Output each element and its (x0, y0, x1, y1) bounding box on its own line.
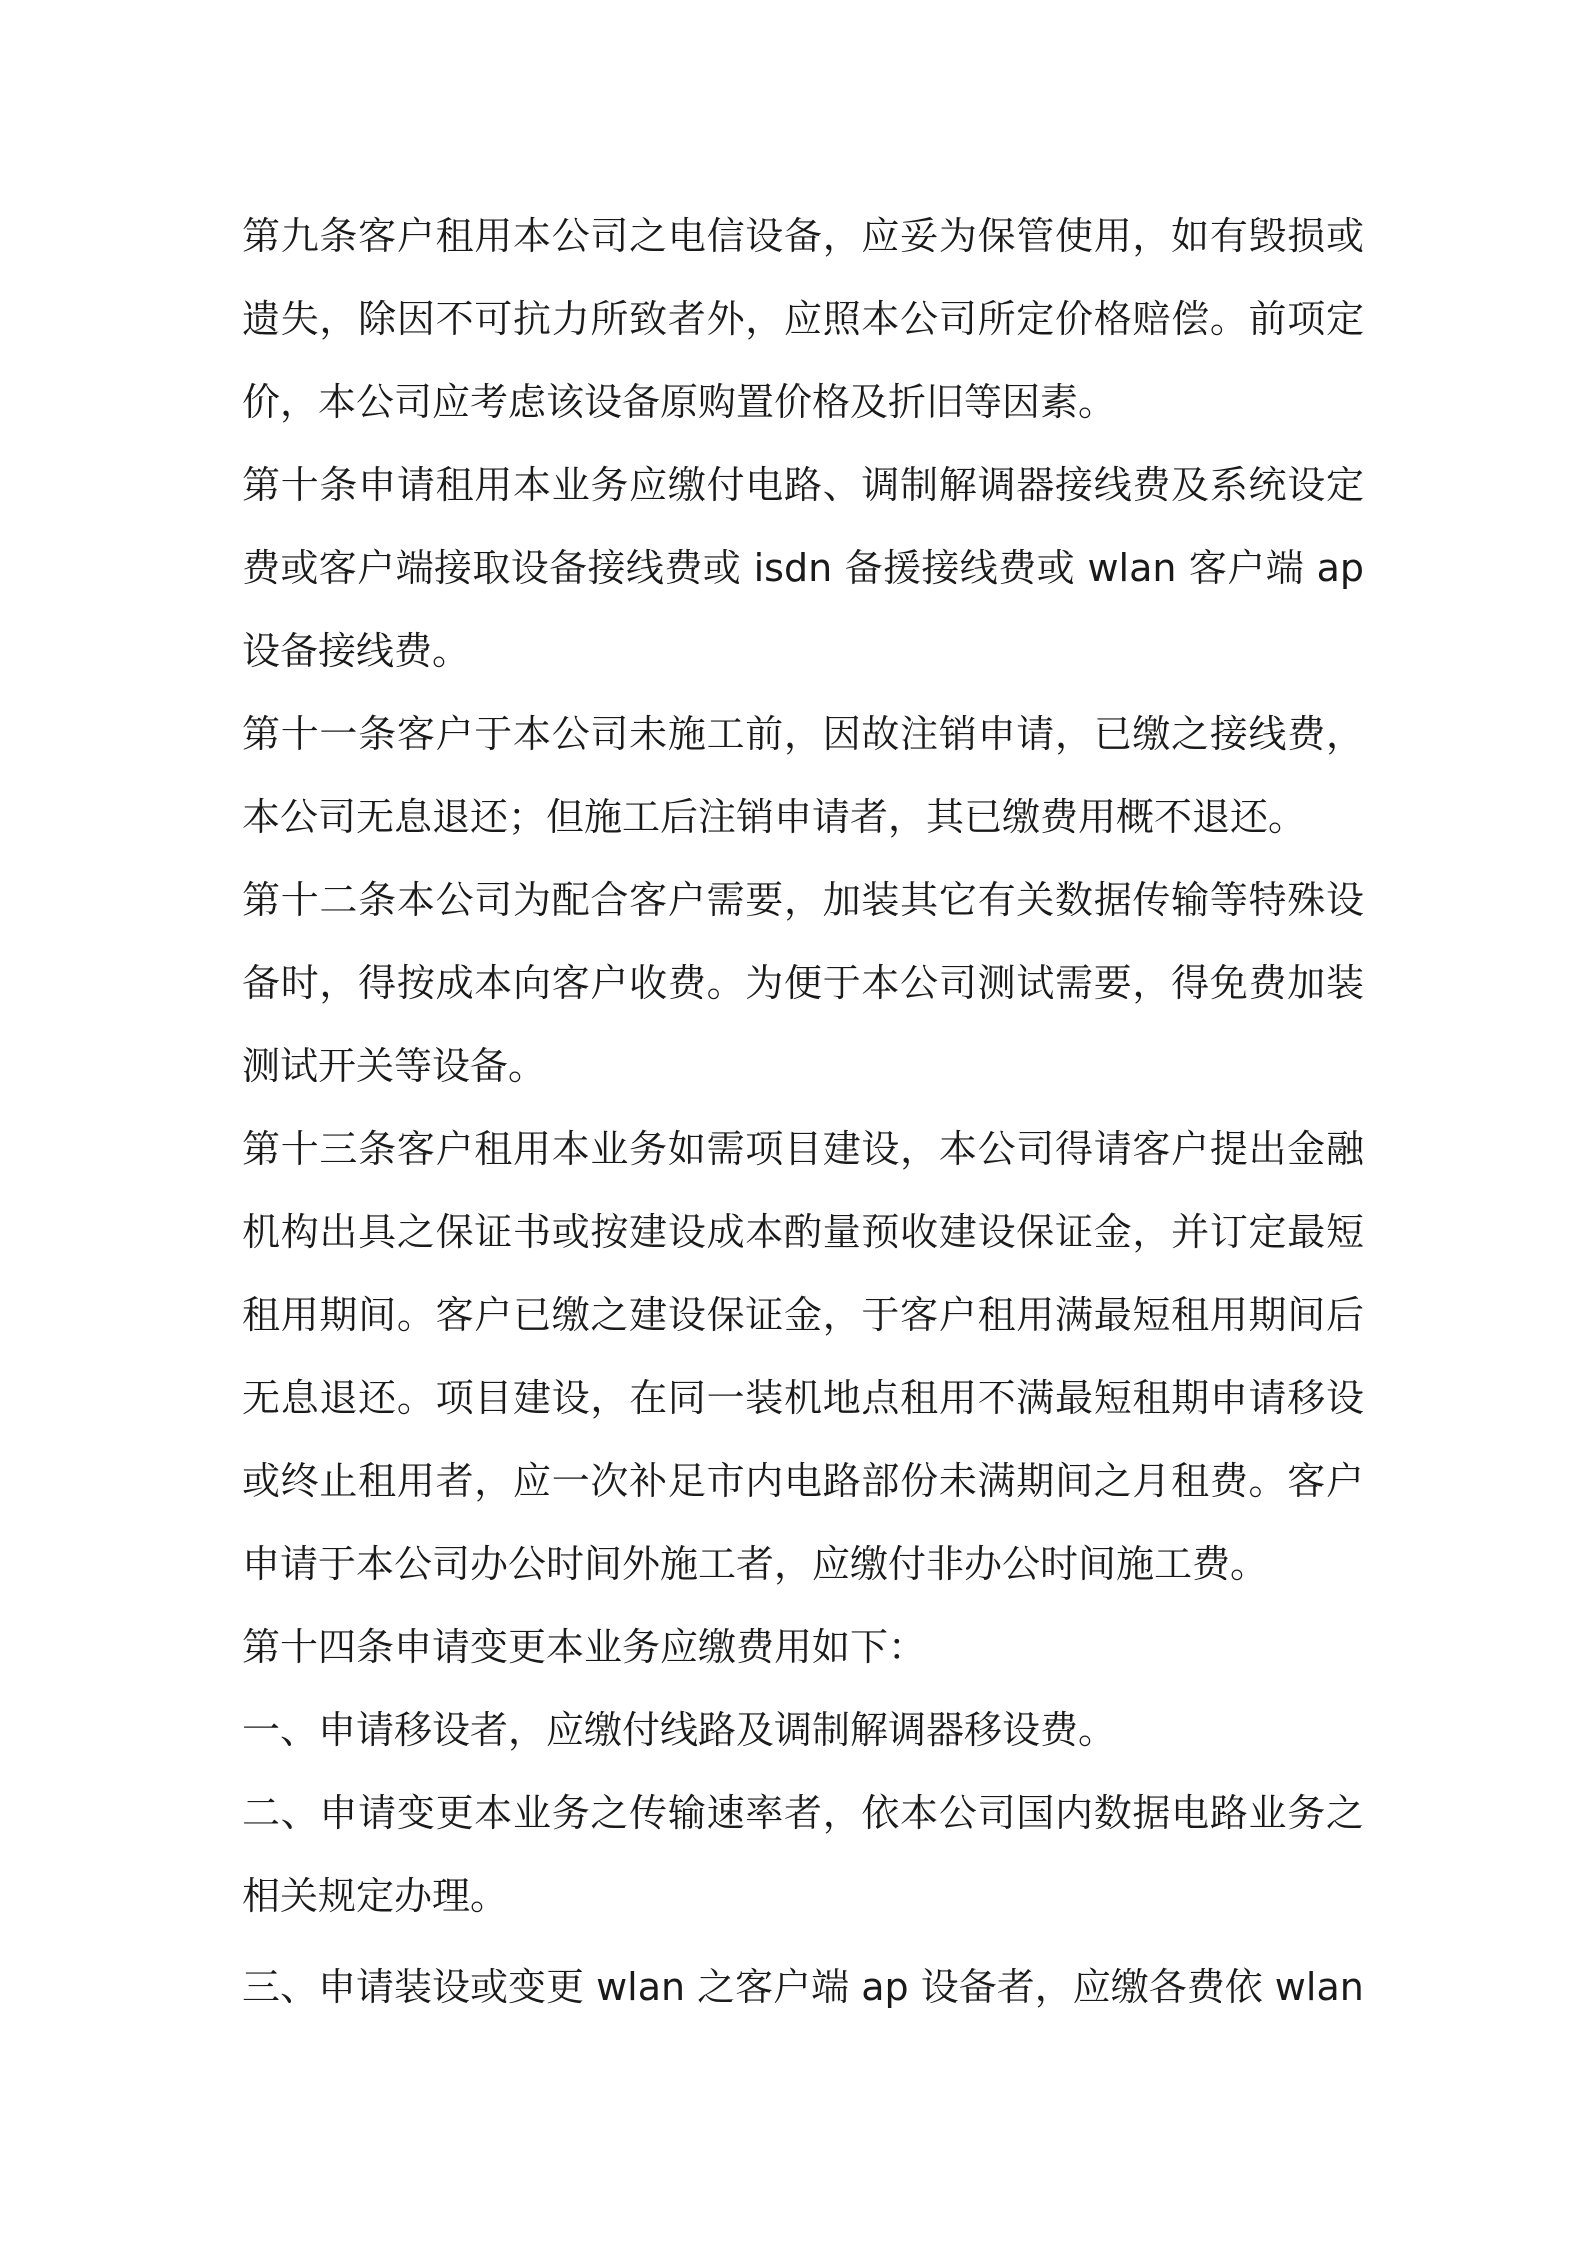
article-9-paragraph: 第九条客户租用本公司之电信设备，应妥为保管使用，如有毁损或遗失，除因不可抗力所致者外，应照本公司所定价格赔偿。前项定价，本公司应考虑该设备原购置价格及折旧等因素。 (242, 214, 1364, 424)
article-14-item-1: 一、申请移设者，应缴付线路及调制解调器移设费。 (242, 1708, 1117, 1752)
article-14-heading: 第十四条申请变更本业务应缴费用如下： (242, 1625, 927, 1669)
article-11-paragraph: 第十一条客户于本公司未施工前，因故注销申请，已缴之接线费，本公司无息退还；但施工后注销申请者，其已缴费用概不退还。 (242, 712, 1364, 839)
article-12-paragraph: 第十二条本公司为配合客户需要，加装其它有关数据传输等特殊设备时，得按成本向客户收费。为便于本公司测试需要，得免费加装测试开关等设备。 (242, 878, 1364, 1088)
document-body (242, 195, 1364, 2029)
article-10-paragraph: 第十条申请租用本业务应缴付电路、调制解调器接线费及系统设定费或客户端接取设备接线费或 isdn 备援接线费或 wlan 客户端 ap 设备接线费。 (242, 463, 1364, 673)
article-13-paragraph: 第十三条客户租用本业务如需项目建设，本公司得请客户提出金融机构出具之保证书或按建设成本酌量预收建设保证金，并订定最短租用期间。客户已缴之建设保证金，于客户租用满最短租用期间后无息退还。项目建设，在同一装机地点租用不满最短租期申请移设或终止租用者，应一次补足市内电路部份未满期间之月租费。客户申请于本公司办公时间外施工者，应缴付非办公时间施工费。 (242, 1127, 1364, 1586)
article-14-item-2: 二、申请变更本业务之传输速率者，依本公司国内数据电路业务之相关规定办理。 (242, 1791, 1364, 1918)
article-14-item-3: 三、申请装设或变更 wlan 之客户端 ap 设备者，应缴各费依 wlan (242, 1965, 1364, 2009)
